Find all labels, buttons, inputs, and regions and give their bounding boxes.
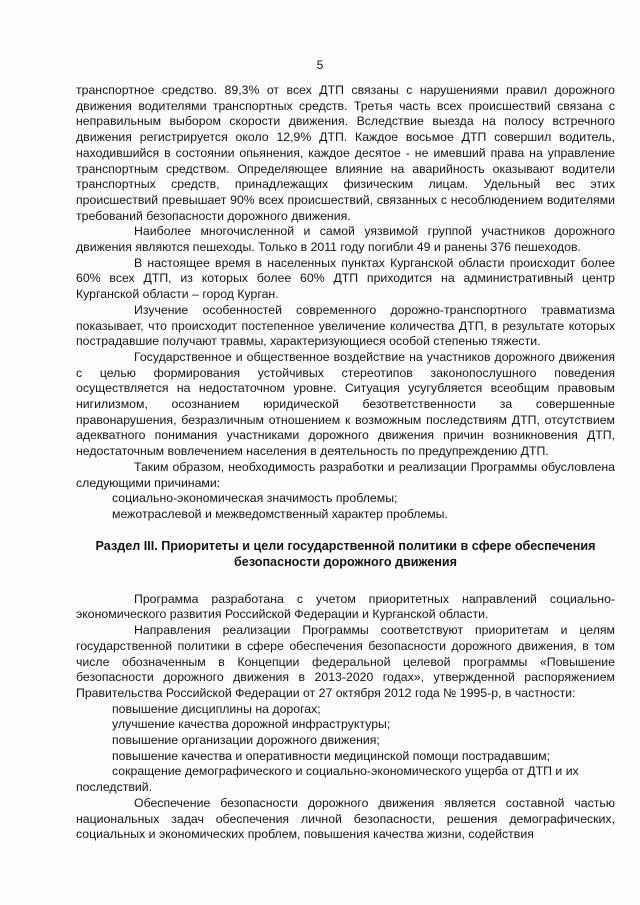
paragraph-pedestrians: Наиболее многочисленной и самой уязвимой группой участников дорожного движения являются пешеходы. Только в 2011 году погибли 49 и ранены 376 пешеходов.: [76, 224, 615, 255]
section-heading-line: безопасности дорожного движения: [234, 554, 457, 569]
paragraph-program-reasons: Таким образом, необходимость разработки и реализации Программы обусловлена следующими причинами:: [76, 459, 615, 490]
section-heading-line: Раздел III. Приоритеты и цели государственной политики в сфере обеспечения: [95, 538, 596, 553]
paragraph-policy-directions: Направления реализации Программы соответствуют приоритетам и целям государственной политики в сфере обеспечения безопасности дорожного движения, в том числе обозначенным в Концепции федеральной целевой программы «Повышение безопасности дорожного движения в 2013-2020 годах», утвержденной распоряжением Правительства Российской Федерации от 27 октября 2012 года № 1995-р, в частности:: [76, 623, 615, 700]
priority-item: улучшение качества дорожной инфраструктуры;: [112, 717, 391, 732]
priority-item: сокращение демографического и социально-экономического ущерба от ДТП и их последствий.: [76, 764, 579, 795]
paragraph-national-tasks: Обеспечение безопасности дорожного движения является составной частью национальных задач обеспечения личной безопасности, решения демографических, социальных и экономических проблем, повышения качества жизни, содействия: [76, 795, 615, 842]
priority-item: повышение организации дорожного движения;: [112, 733, 380, 748]
paragraph-injury-severity: Изучение особенностей современного дорожно-транспортного травматизма показывает, что происходит постепенное увеличение количества ДТП, в результате которых пострадавшие получают травмы, характеризующиеся особой степенью тяжести.: [76, 302, 615, 349]
reason-item: межотраслевой и межведомственный характер проблемы.: [112, 506, 448, 521]
paragraph-public-impact: Государственное и общественное воздействие на участников дорожного движения с целью формирования устойчивых стереотипов законопослушного поведения осуществляется на недостаточном уровне. Ситуация усугубляется всеобщим правовым нигилизмом, осознанием юридической безответственности за совершенные правонарушения, безразличным отношением к возможным последствиям ДТП, отсутствием адекватного понимания участниками дорожного движения причин возникновения ДТП, недостаточным вовлечением населения в деятельность по предупреждению ДТП.: [76, 349, 615, 459]
document-body: [76, 83, 615, 843]
page-number: 5: [316, 58, 324, 72]
reason-item: социально-экономическая значимость проблемы;: [112, 491, 398, 506]
priority-item: повышение дисциплины на дорогах;: [112, 701, 321, 716]
paragraph-settlements: В настоящее время в населенных пунктах Курганской области происходит более 60% всех ДТП, из которых более 60% ДТП приходится на административный центр Курганской области – город Курган.: [76, 255, 615, 302]
section-heading: [76, 538, 615, 570]
paragraph-traffic-violations: транспортное средство. 89,3% от всех ДТП связаны с нарушениями правил дорожного движения водителями транспортных средств. Третья часть всех происшествий связана с неправильным выбором скорости движения. Вследствие выезда на полосу встречного движения регистрируется около 12,9% ДТП. Каждое восьмое ДТП совершил водитель, находившийся в состоянии опьянения, каждое десятое - не имевший права на управление транспортным средством. Определяющее влияние на аварийность оказывают водители транспортных средств, принадлежащих физическим лицам. Удельный вес этих происшествий превышает 90% всех происшествий, связанных с несоблюдением водителями требований безопасности дорожного движения.: [76, 83, 615, 223]
priority-item: повышение качества и оперативности медицинской помощи пострадавшим;: [112, 748, 551, 763]
paragraph-program-basis: Программа разработана с учетом приоритетных направлений социально-экономического развития Российской Федерации и Курганской области.: [76, 591, 615, 622]
